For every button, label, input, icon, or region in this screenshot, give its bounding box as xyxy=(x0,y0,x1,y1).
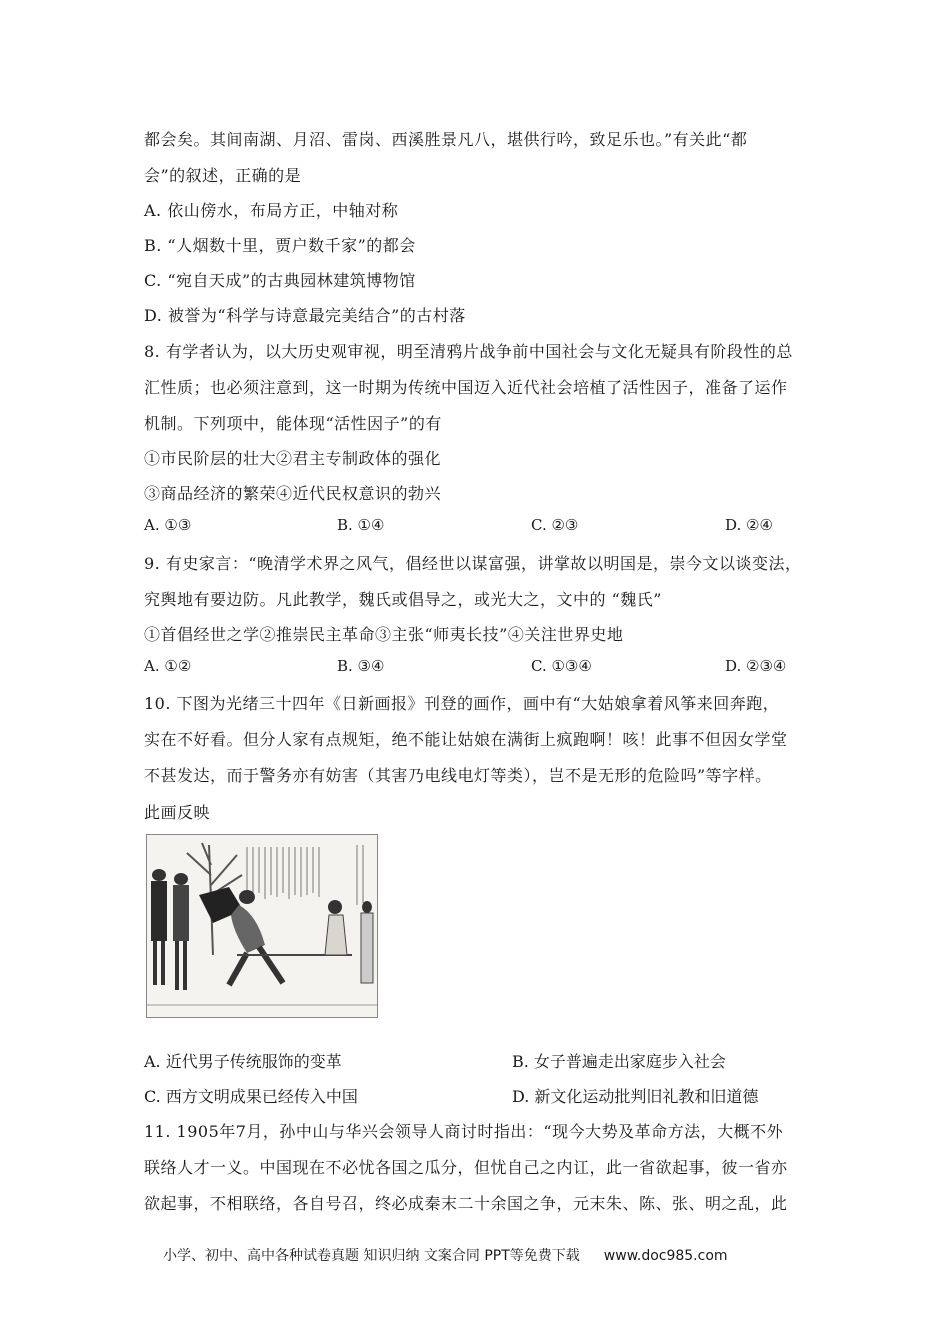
q10-option-b: B. 女子普遍走出家庭步入社会 xyxy=(512,1052,726,1071)
option-line: C. “宛自天成”的古典园林建筑博物馆 xyxy=(144,271,416,290)
question-10-text: 10. 下图为光绪三十四年《日新画报》刊登的画作，画中有“大姑娘拿着风筝来回奔跑， xyxy=(144,694,780,713)
question-8-text: 8. 有学者认为，以大历史观审视，明至清鸦片战争前中国社会与文化无疑具有阶段性的总 xyxy=(144,342,793,361)
question-8-item: ①市民阶层的壮大②君主专制政体的强化 xyxy=(144,449,442,468)
q10-option-a: A. 近代男子传统服饰的变革 xyxy=(144,1052,342,1071)
q10-option-d: D. 新文化运动批判旧礼教和旧道德 xyxy=(512,1087,759,1106)
option-line: B. “人烟数十里，贾户数千家”的都会 xyxy=(144,236,416,255)
kite-drawing-icon xyxy=(147,835,377,1017)
question-9-text: 究舆地有要边防。凡此教学，魏氏或倡导之，或光大之，文中的 “魏氏” xyxy=(144,590,662,609)
question-8-text: 机制。下列项中，能体现“活性因子”的有 xyxy=(144,414,442,433)
question-11-text: 联络人才一义。中国现在不必忧各国之瓜分，但忧自己之内讧，此一省欲起事，彼一省亦 xyxy=(144,1158,788,1177)
q9-option-a: A. ①② xyxy=(144,657,192,675)
q8-option-d: D. ②④ xyxy=(725,516,773,534)
text-line: 都会矣。其间南湖、月沼、雷岗、西溪胜景凡八，堪供行吟，致足乐也。”有关此“都 xyxy=(144,130,748,149)
newspaper-illustration xyxy=(146,834,378,1018)
question-10-text: 实在不好看。但分人家有点规矩，绝不能让姑娘在满街上疯跑啊！咳！此事不但因女学堂 xyxy=(144,730,788,749)
option-line: D. 被誉为“科学与诗意最完美结合”的古村落 xyxy=(144,306,466,325)
q9-option-d: D. ②③④ xyxy=(725,657,787,675)
q8-option-a: A. ①③ xyxy=(144,516,192,534)
question-11-text: 11. 1905年7月，孙中山与华兴会领导人商讨时指出：“现今大势及革命方法，大概不外 xyxy=(144,1122,784,1141)
q9-option-c: C. ①③④ xyxy=(531,657,592,675)
option-line: A. 依山傍水，布局方正，中轴对称 xyxy=(144,201,399,220)
question-8-item: ③商品经济的繁荣④近代民权意识的勃兴 xyxy=(144,484,442,503)
question-11-text: 欲起事，不相联络，各自号召，终必成秦末二十余国之争，元末朱、陈、张、明之乱，此 xyxy=(144,1194,788,1213)
question-9-text: 9. 有史家言：“晚清学术界之风气，倡经世以谋富强，讲掌故以明国是，崇今文以谈变法， xyxy=(144,554,802,573)
question-8-text: 汇性质；也必须注意到，这一时期为传统中国迈入近代社会培植了活性因子，准备了运作 xyxy=(144,378,788,397)
q8-option-b: B. ①④ xyxy=(337,516,385,534)
q9-option-b: B. ③④ xyxy=(337,657,385,675)
q8-option-c: C. ②③ xyxy=(531,516,579,534)
footer-text: 小学、初中、高中各种试卷真题 知识归纳 文案合同 PPT等免费下载 xyxy=(163,1248,580,1264)
footer-url-link[interactable]: www.doc985.com xyxy=(603,1248,728,1264)
page-footer xyxy=(163,1245,728,1265)
question-10-text: 此画反映 xyxy=(144,803,211,822)
q10-option-c: C. 西方文明成果已经传入中国 xyxy=(144,1087,358,1106)
question-9-item: ①首倡经世之学②推崇民主革命③主张“师夷长技”④关注世界史地 xyxy=(144,625,624,644)
question-10-text: 不甚发达，而于警务亦有妨害（其害乃电线电灯等类），岂不是无形的危险吗”等字样。 xyxy=(144,766,772,785)
text-line: 会”的叙述，正确的是 xyxy=(144,166,302,185)
